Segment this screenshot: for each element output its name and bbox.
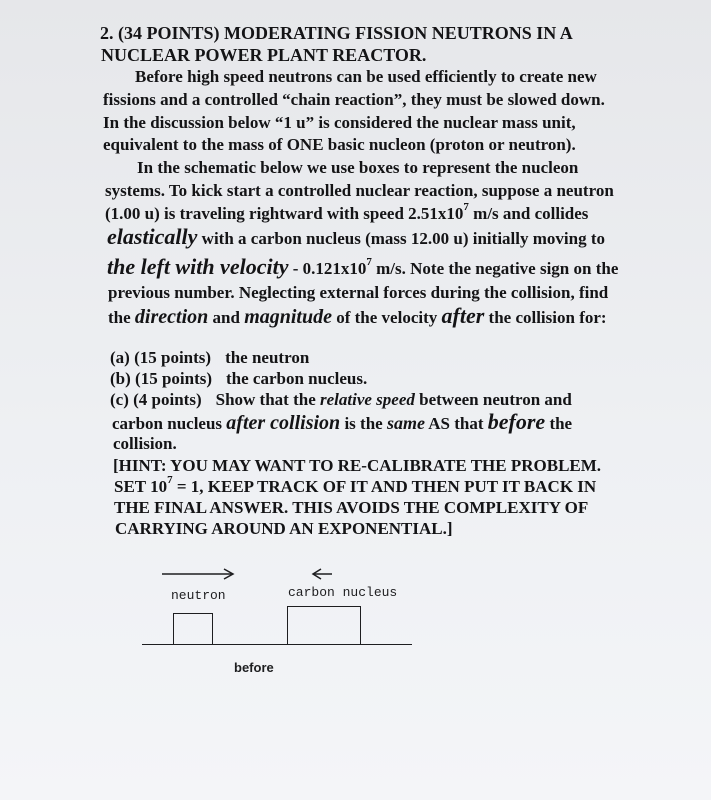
part-c-line-2: carbon nucleus after collision is the same AS that before the xyxy=(112,409,573,434)
hint-line-2: SET $10^7 = 1$, KEEP TRACK OF IT AND THEN PUT IT BACK IN xyxy=(114,474,597,496)
paragraph-2-line-7: the direction and magnitude of the velocity after the collision for: xyxy=(108,303,607,328)
problem-title-line-1: 2. (34 POINTS) MODERATING FISSION NEUTRONS IN A xyxy=(100,23,573,43)
paragraph-1-line-4: equivalent to the mass of ONE basic nucleon (proton or neutron). xyxy=(103,135,576,154)
paragraph-2-line-4: elastically with a carbon nucleus (mass 12.00 u) initially moving to xyxy=(107,224,605,249)
neutron-box xyxy=(173,613,213,645)
paragraph-2-line-5: the left with velocity - $0.121x10^7$ m/s. Note the negative sign on the xyxy=(107,254,619,279)
right-arrow-icon xyxy=(160,565,240,583)
emphasis-left-velocity: the left with velocity xyxy=(107,254,289,279)
paragraph-2-line-6: previous number. Neglecting external forces during the collision, find xyxy=(108,283,609,302)
ground-line xyxy=(142,644,412,645)
part-c-line-3: collision. xyxy=(113,434,177,453)
paragraph-2-line-2: systems. To kick start a controlled nuclear reaction, suppose a neutron xyxy=(105,181,614,200)
problem-title-line-2: NUCLEAR POWER PLANT REACTOR. xyxy=(101,45,427,65)
hint-line-3: THE FINAL ANSWER. THIS AVOIDS THE COMPLEXITY OF xyxy=(114,498,589,517)
part-a: (a) (15 points) the neutron xyxy=(110,348,310,367)
carbon-nucleus-label: carbon nucleus xyxy=(288,585,398,600)
part-b: (b) (15 points) the carbon nucleus. xyxy=(110,369,368,388)
paragraph-2-line-1: In the schematic below we use boxes to represent the nucleon xyxy=(137,158,579,177)
paragraph-1-line-3: In the discussion below “1 u” is considered the nuclear mass unit, xyxy=(103,113,576,132)
left-arrow-icon xyxy=(310,565,334,583)
part-c: (c) (4 points) Show that the relative speed between neutron and xyxy=(110,390,572,409)
paragraph-1-line-2: fissions and a controlled “chain reaction”, they must be slowed down. xyxy=(103,90,605,109)
emphasis-elastically: elastically xyxy=(107,224,198,249)
hint-line-4: CARRYING AROUND AN EXPONENTIAL.] xyxy=(115,519,453,538)
hint-line-1: [HINT: YOU MAY WANT TO RE-CALIBRATE THE PROBLEM. xyxy=(113,456,602,475)
paragraph-1-line-1: Before high speed neutrons can be used efficiently to create new xyxy=(135,67,597,86)
neutron-label: neutron xyxy=(171,588,226,603)
paragraph-2-line-3: (1.00 u) is traveling rightward with speed $2.51x10^7$ m/s and collides xyxy=(105,201,589,223)
before-label: before xyxy=(234,660,274,675)
carbon-nucleus-box xyxy=(287,606,361,645)
